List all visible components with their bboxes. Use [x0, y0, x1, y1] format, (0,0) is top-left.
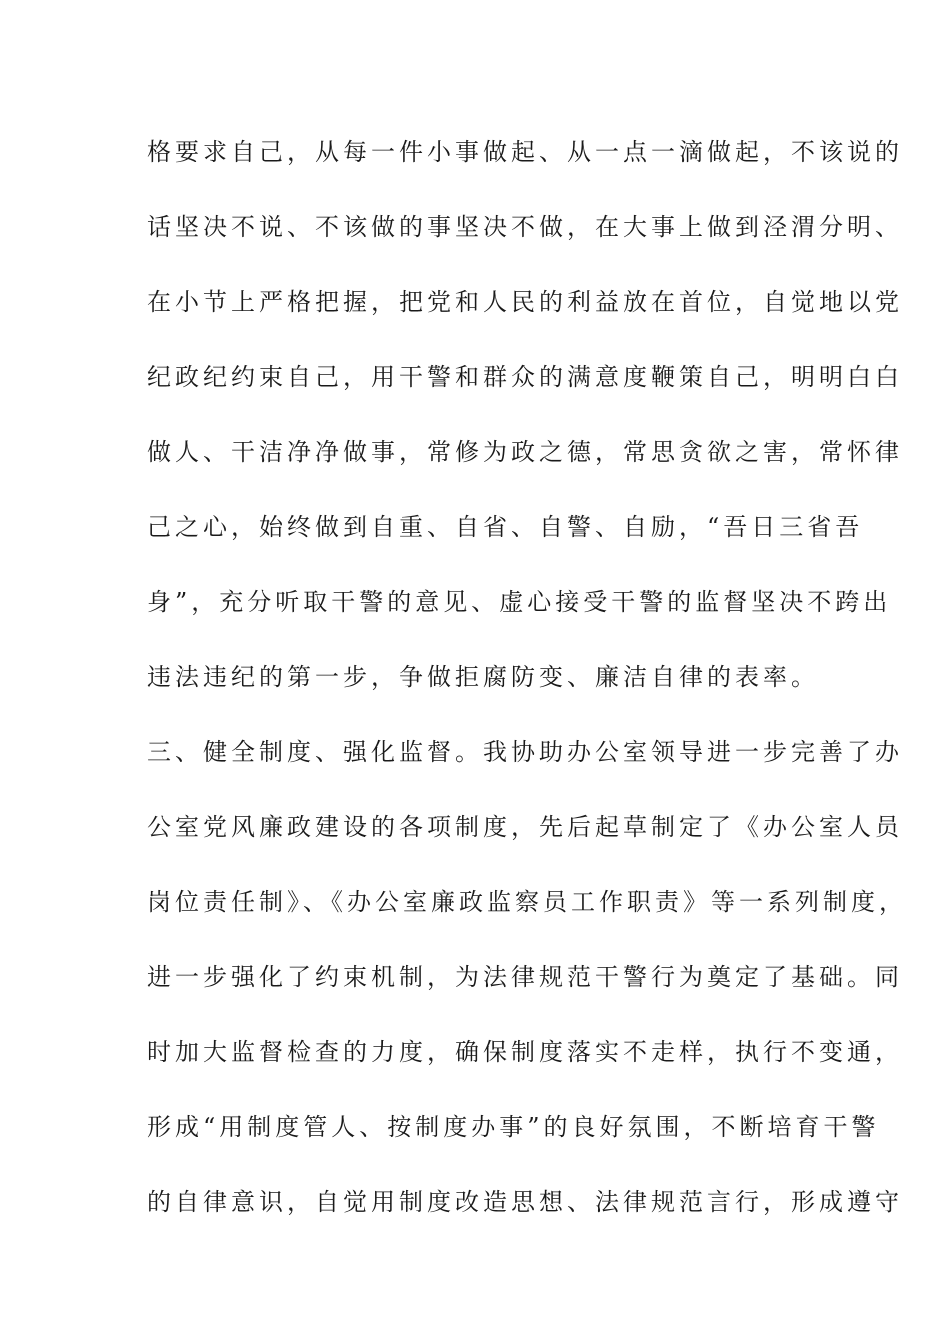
body-text	[147, 128, 907, 1253]
text-line-3: 在小节上严格把握，把党和人民的利益放在首位，自觉地以党	[147, 288, 903, 316]
text-line-13: 时加大监督检查的力度，确保制度落实不走样，执行不变通，	[147, 1038, 903, 1066]
text-line-6: 己之心，始终做到自重、自省、自警、自励，“吾日三省吾	[147, 513, 864, 541]
text-line-2: 话坚决不说、不该做的事坚决不做，在大事上做到泾渭分明、	[147, 213, 903, 241]
text-line-15: 的自律意识，自觉用制度改造思想、法律规范言行，形成遵守	[147, 1188, 903, 1216]
text-line-14: 形成“用制度管人、按制度办事”的良好氛围，不断培育干警	[147, 1113, 880, 1141]
text-line-1: 格要求自己，从每一件小事做起、从一点一滴做起，不该说的	[147, 138, 903, 166]
text-line-7: 身”，充分听取干警的意见、虚心接受干警的监督坚决不跨出	[147, 588, 892, 616]
text-line-10: 公室党风廉政建设的各项制度，先后起草制定了《办公室人员	[147, 813, 903, 841]
text-line-11: 岗位责任制》、《办公室廉政监察员工作职责》等一系列制度，	[147, 888, 907, 916]
text-line-5: 做人、干洁净净做事，常修为政之德，常思贪欲之害，常怀律	[147, 438, 903, 466]
text-line-4: 纪政纪约束自己，用干警和群众的满意度鞭策自己，明明白白	[147, 363, 903, 391]
text-line-12: 进一步强化了约束机制，为法律规范干警行为奠定了基础。同	[147, 963, 903, 991]
text-line-8: 违法违纪的第一步，争做拒腐防变、廉洁自律的表率。	[147, 663, 819, 691]
section-heading-line: 三、健全制度、强化监督。我协助办公室领导进一步完善了办	[147, 738, 903, 766]
